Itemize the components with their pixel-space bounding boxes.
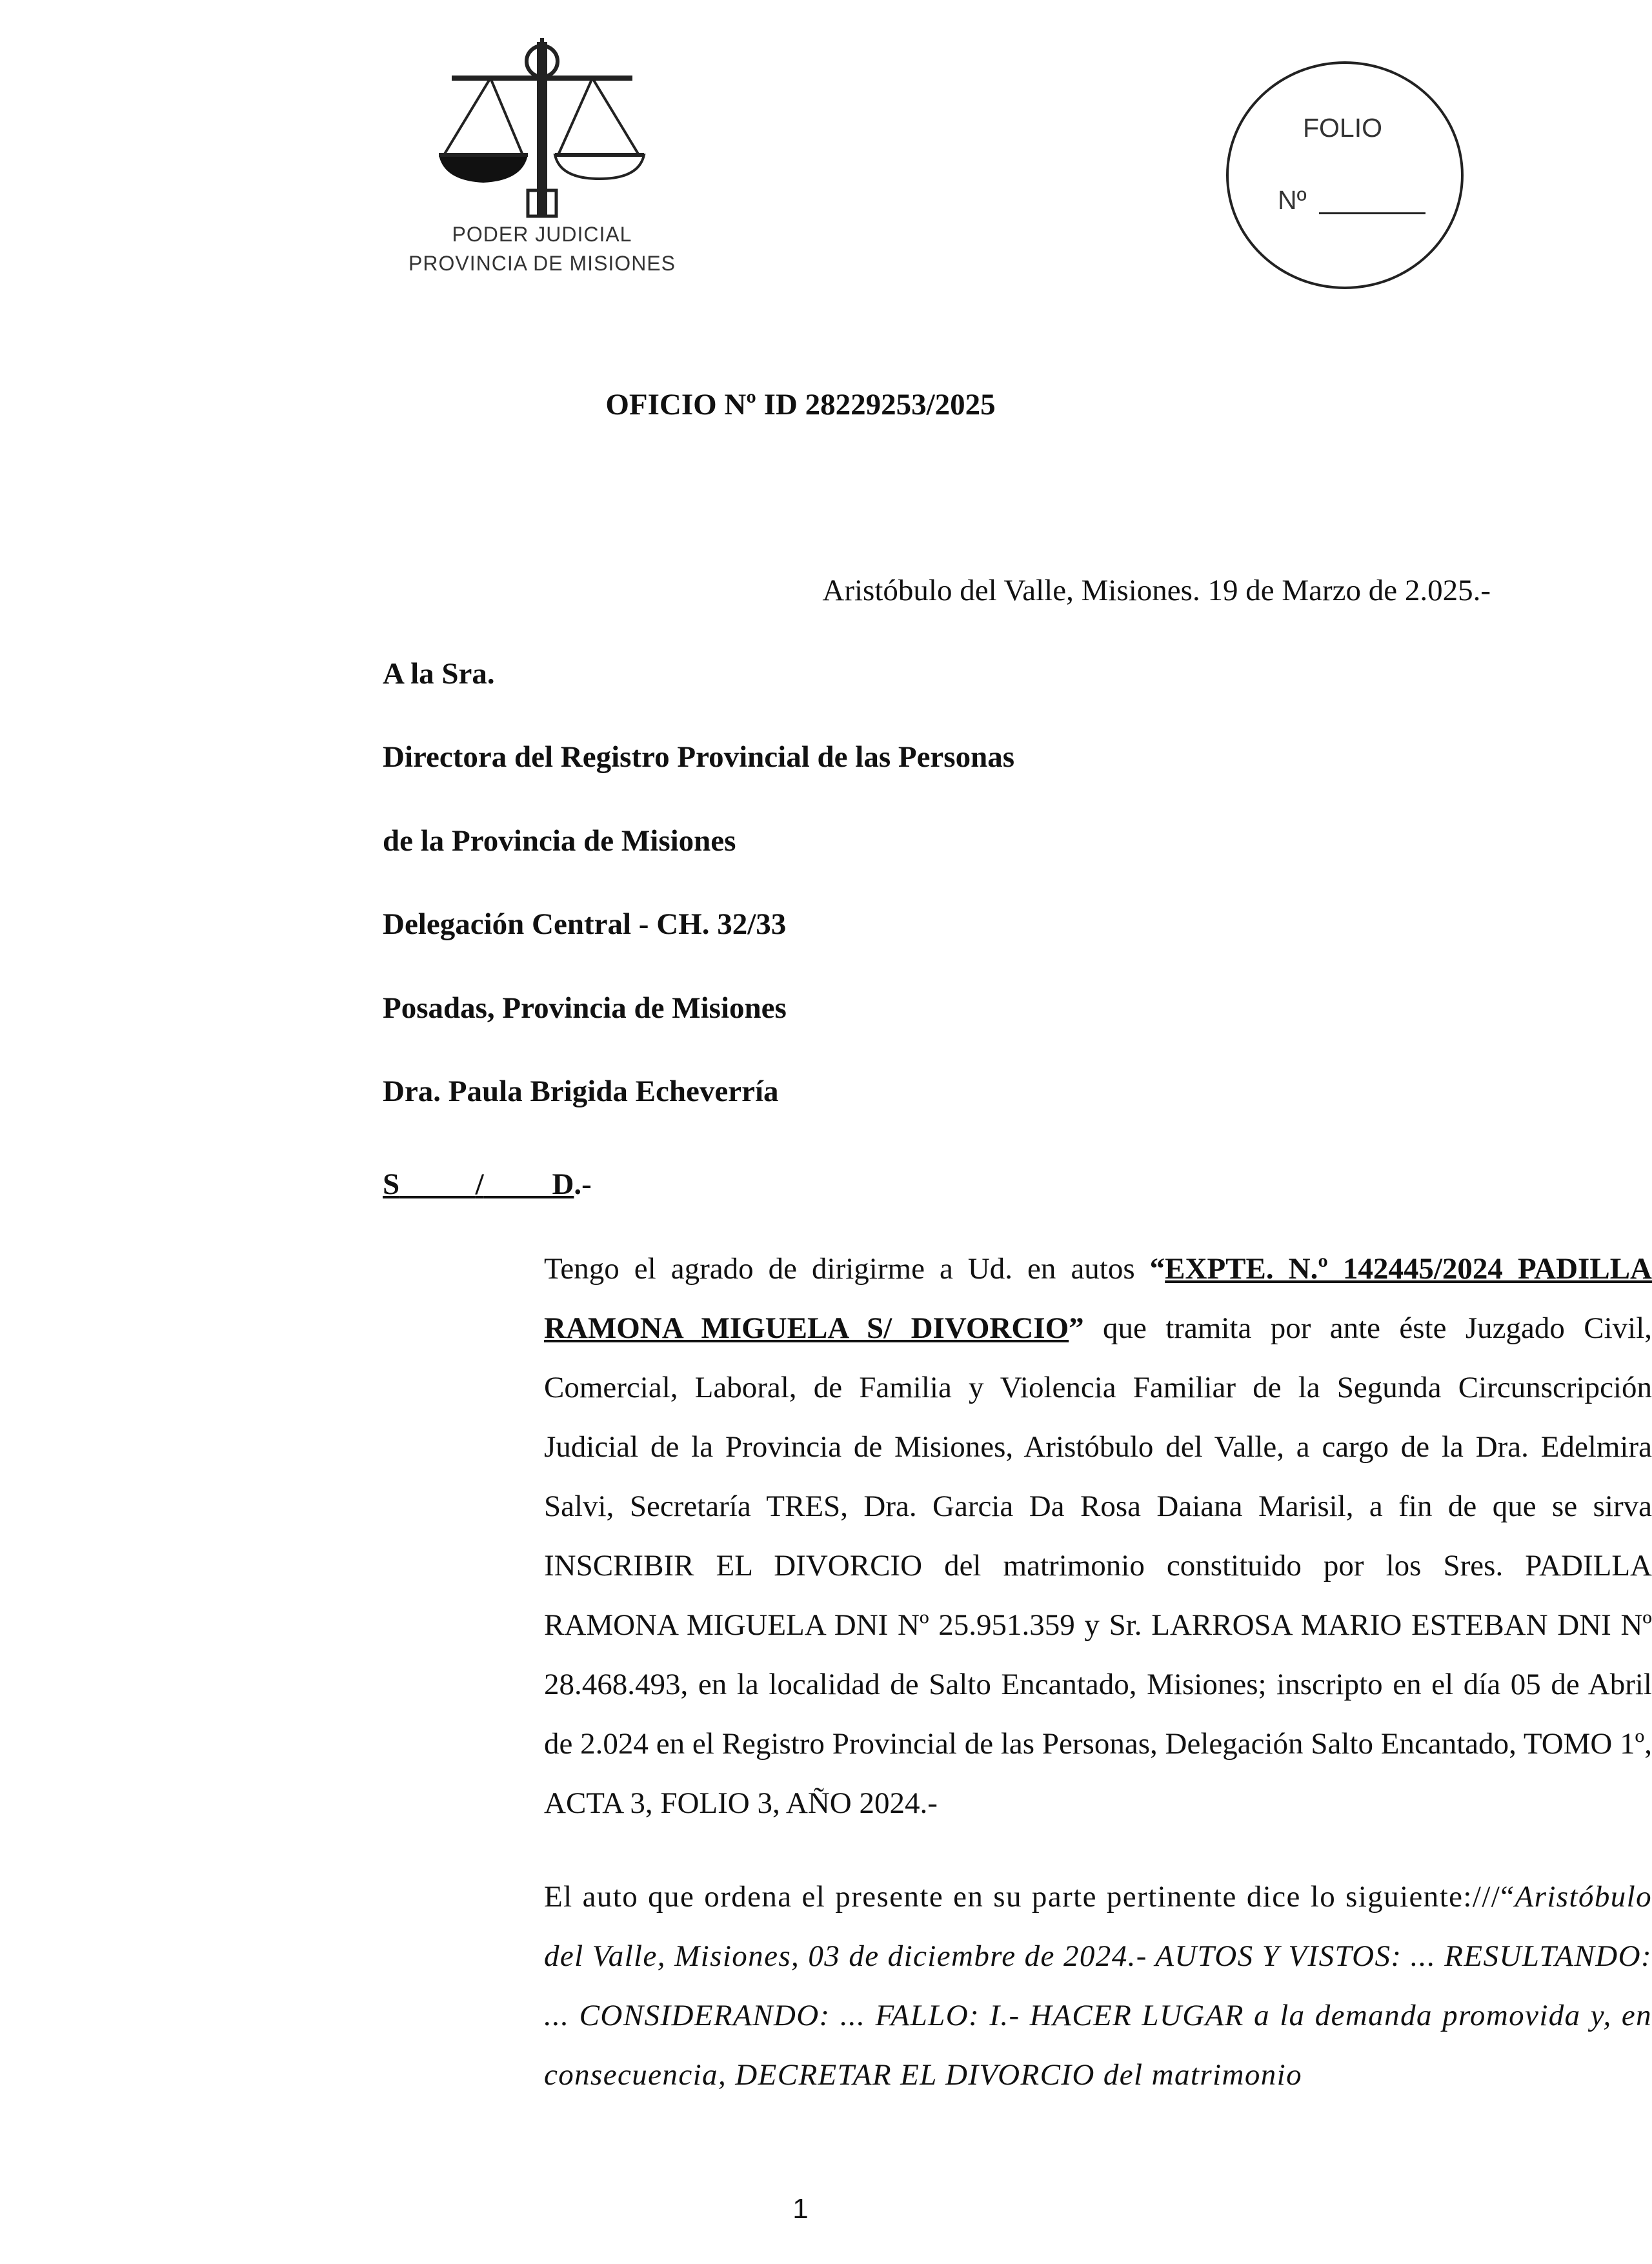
- place-date: Aristóbulo del Valle, Misiones. 19 de Marzo de 2.025.-: [822, 574, 1491, 607]
- paragraph-2-intro: El auto que ordena el presente en su parte pertinente dice lo siguiente:///“: [544, 1880, 1515, 1914]
- paragraph-1-intro: Tengo el agrado de dirigirme a Ud. en autos: [544, 1252, 1150, 1286]
- addressee-line-2: Directora del Registro Provincial de las Personas: [383, 740, 1015, 774]
- logo-line-1: PODER JUDICIAL: [452, 223, 632, 246]
- folio-label: FOLIO: [1303, 113, 1383, 143]
- document-title: OFICIO Nº ID 28229253/2025: [605, 388, 996, 421]
- sd-slash: /: [475, 1167, 484, 1201]
- paragraph-2-quoted: Aristóbulo del Valle, Misiones, 03 de diciembre de 2024.- AUTOS Y VISTOS: ... RESULTANDO: ... CONSIDERANDO: ... FALLO: I.- HACER LUGAR a la demanda promovida y, en consecuencia, DECRETAR EL DIVORCIO del matrimonio: [544, 1880, 1652, 2092]
- addressee-line-6: Dra. Paula Brigida Echeverría: [383, 1075, 779, 1108]
- case-reference: EXPTE. N.º 142445/2024 PADILLA RAMONA MIGUELA S/ DIVORCIO: [544, 1252, 1652, 1345]
- paragraph-1-open-quote: “: [1149, 1252, 1165, 1286]
- paragraph-1-rest: que tramita por ante éste Juzgado Civil, Comercial, Laboral, de Familia y Violencia Familiar de la Segunda Circunscripción Judicial de la Provincia de Misiones, Aristóbulo del Valle, a cargo de la Dra. Edelmira Salvi, Secretaría TRES, Dra. Garcia Da Rosa Daiana Marisil, a fin de que se sirva INSCRIBIR EL DIVORCIO del matrimonio constituido por los Sres. PADILLA RAMONA MIGUELA DNI Nº 25.951.359 y Sr. LARROSA MARIO ESTEBAN DNI Nº 28.468.493, en la localidad de Salto Encantado, Misiones; inscripto en el día 05 de Abril de 2.024 en el Registro Provincial de las Personas, Delegación Salto Encantado, TOMO 1º, ACTA 3, FOLIO 3, AÑO 2024.-: [544, 1311, 1652, 1820]
- scales-of-justice-icon: [426, 35, 658, 216]
- paragraph-1: [383, 1239, 1652, 1833]
- paragraph-2: [383, 1867, 1652, 2105]
- page-number: 1: [792, 2193, 809, 2225]
- sd-d: D: [552, 1167, 574, 1201]
- paragraph-1-close-quote: ”: [1069, 1311, 1084, 1345]
- addressee-line-5: Posadas, Provincia de Misiones: [383, 991, 787, 1025]
- folio-number-label: Nº: [1278, 185, 1307, 215]
- addressee-line-3: de la Provincia de Misiones: [383, 824, 736, 858]
- judicial-logo: [400, 35, 684, 294]
- folio-number-blank: [1319, 212, 1425, 214]
- logo-line-2: PROVINCIA DE MISIONES: [408, 252, 676, 275]
- addressee-line-1: A la Sra.: [383, 657, 495, 691]
- addressee-line-4: Delegación Central - CH. 32/33: [383, 907, 787, 941]
- folio-stamp: [1226, 61, 1464, 289]
- sd-s: S: [383, 1167, 400, 1201]
- sd-suffix: .-: [574, 1167, 592, 1201]
- salutation-sd: [383, 1167, 592, 1202]
